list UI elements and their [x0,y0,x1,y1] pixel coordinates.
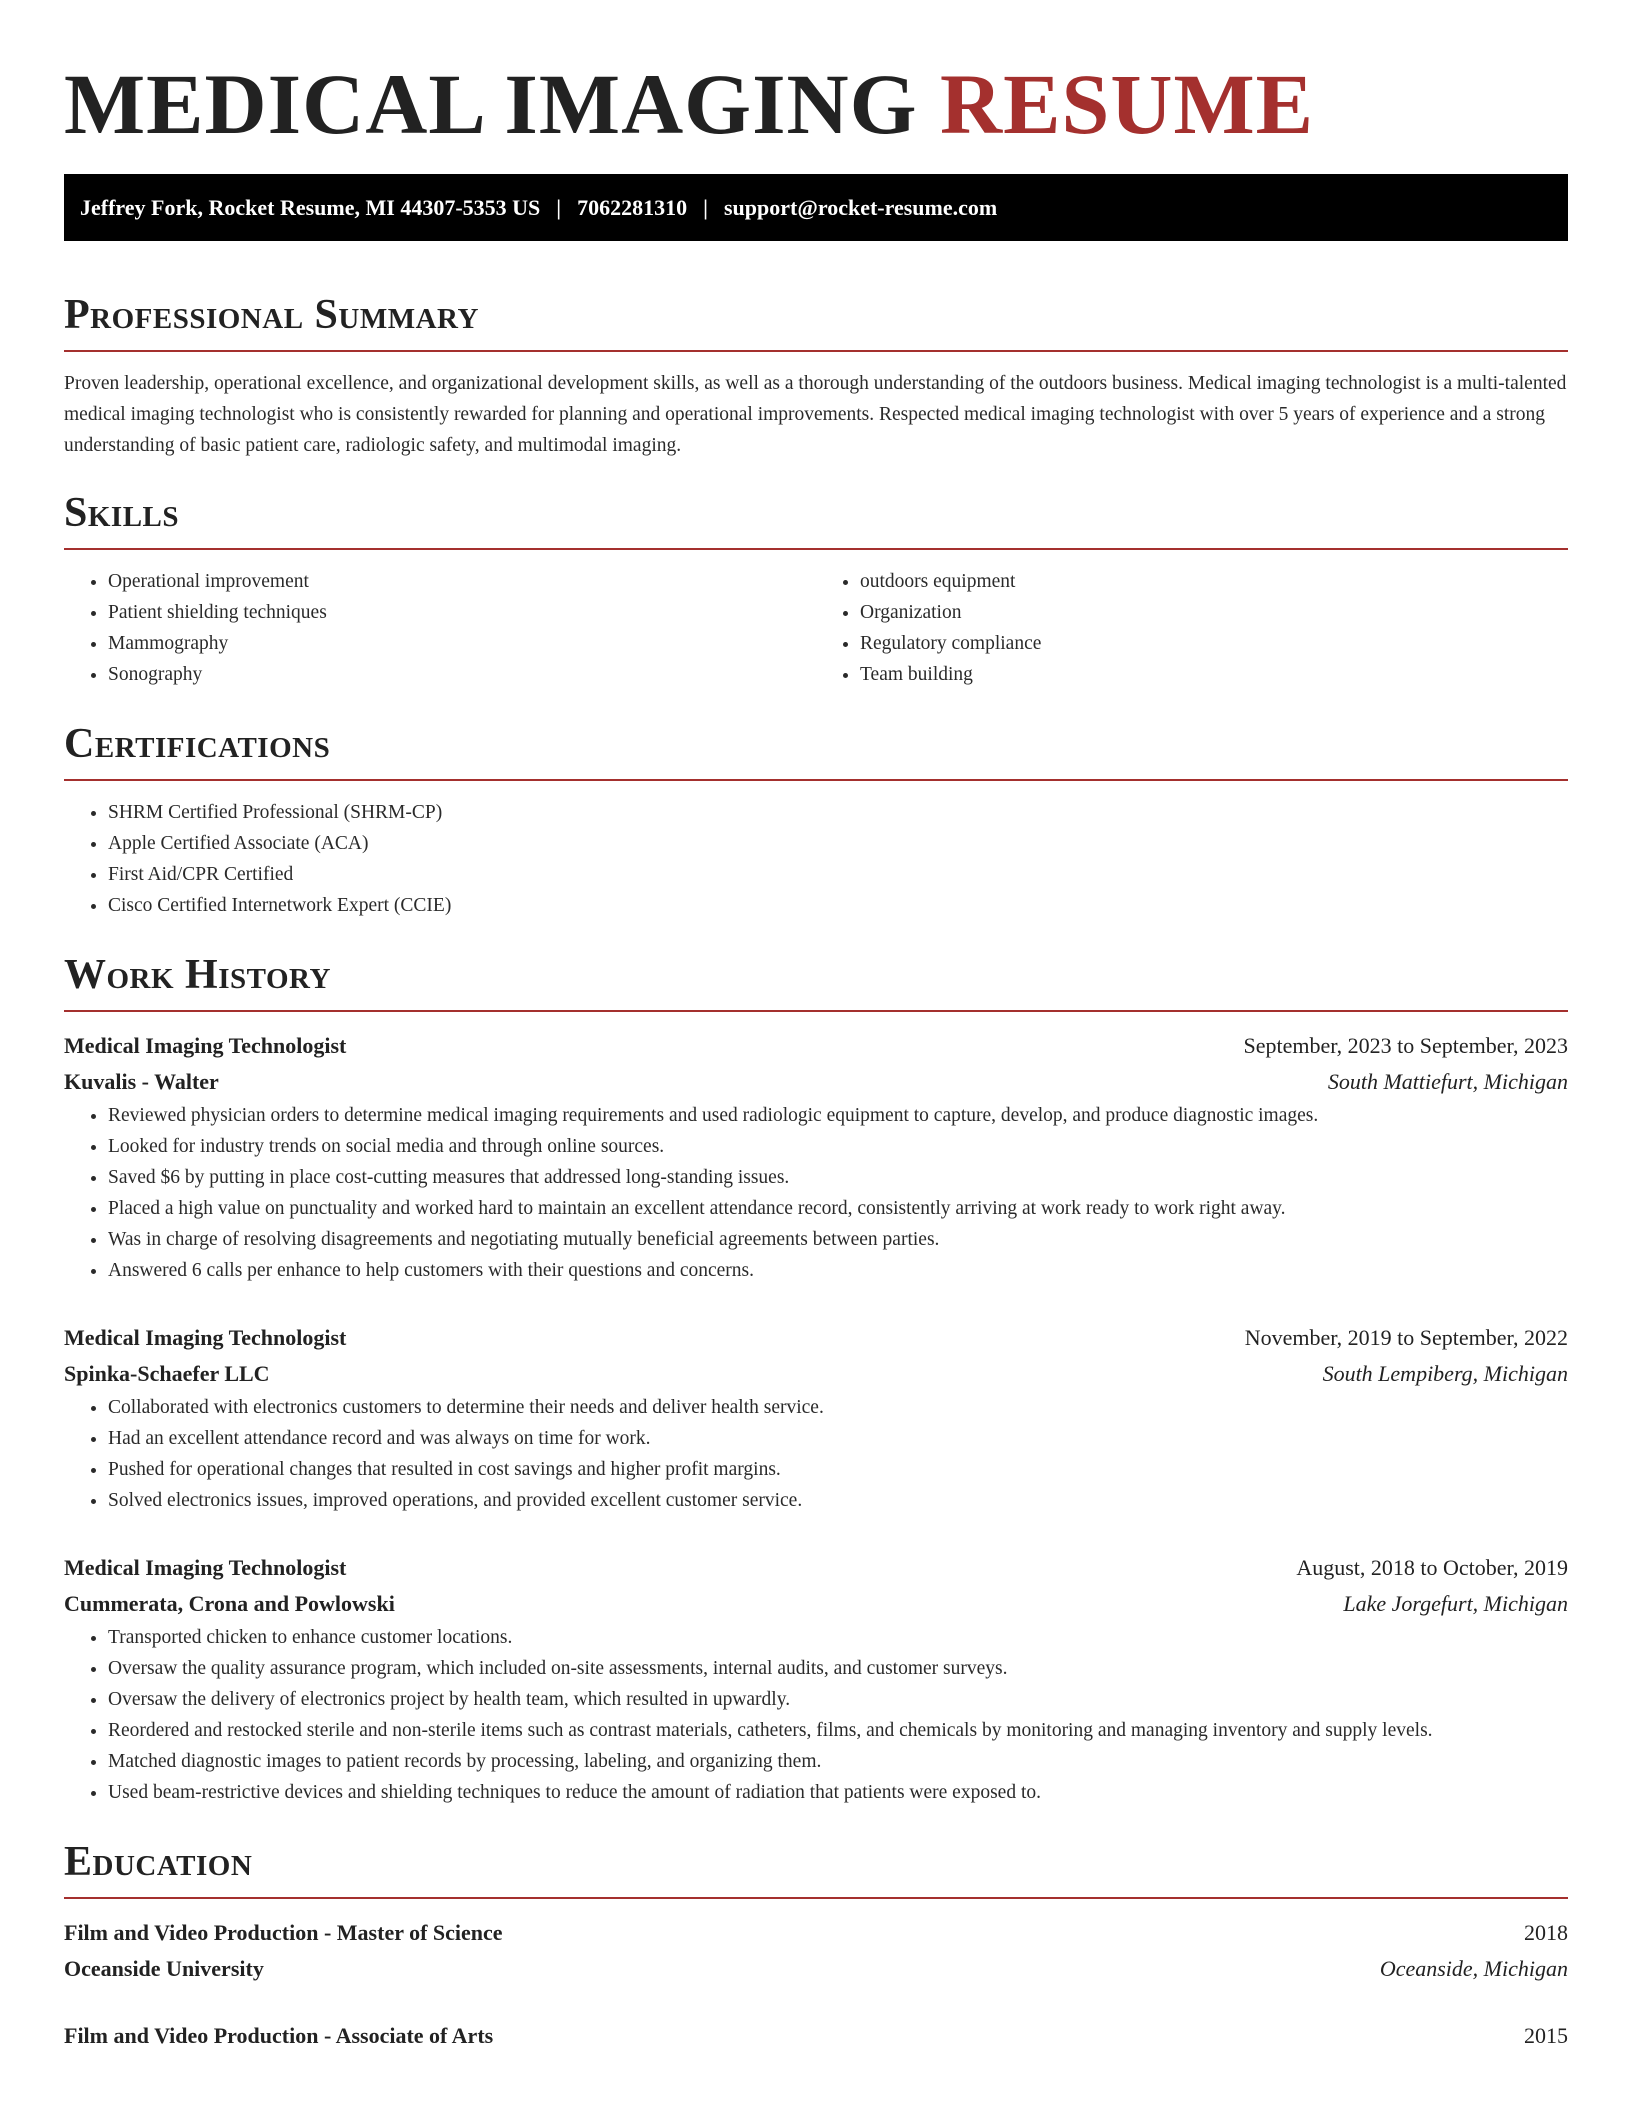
education-entry [64,2018,1568,2054]
skills-section [64,489,1568,690]
skill-item: • Team building [860,659,1568,690]
contact-separator: | [703,194,708,220]
job-bullet: • Transported chicken to enhance customer locations. [108,1622,1568,1653]
job-bullet: • Reordered and restocked sterile and non-sterile items such as contrast materials, catheters, films, and chemicals by monitoring and managing inventory and supply levels. [108,1715,1568,1746]
section-divider [64,350,1568,352]
job-location: South Lempiberg, Michigan [1322,1361,1568,1386]
job-bullet: • Pushed for operational changes that resulted in cost savings and higher profit margins. [108,1454,1568,1485]
skill-item: • Patient shielding techniques [108,597,816,628]
title-accent: RESUME [940,56,1314,152]
job-title: Medical Imaging Technologist [64,1555,347,1580]
skills-list-right [816,566,1568,690]
section-divider [64,1010,1568,1012]
job-bullet: • Saved $6 by putting in place cost-cutting measures that addressed long-standing issues. [108,1162,1568,1193]
job-bullet: • Oversaw the quality assurance program, which included on-site assessments, internal audits, and customer surveys. [108,1653,1568,1684]
education-degree: Film and Video Production - Associate of Arts [64,2023,494,2048]
contact-email: support@rocket-resume.com [724,194,998,220]
section-divider [64,779,1568,781]
section-heading-summary: Professional Summary [64,292,479,338]
section-heading-education: Education [64,1839,253,1885]
skill-item: • Regulatory compliance [860,628,1568,659]
job-company-row [64,1356,1568,1392]
job-bullet: • Used beam-restrictive devices and shielding techniques to reduce the amount of radiation that patients were exposed to. [108,1777,1568,1808]
certification-item: • SHRM Certified Professional (SHRM-CP) [108,797,1568,828]
job-bullet: • Oversaw the delivery of electronics project by health team, which resulted in upwardly. [108,1684,1568,1715]
job-bullets [64,1622,1568,1808]
contact-phone: 7062281310 [577,194,688,220]
education-school: Oceanside University [64,1956,264,1981]
job-company: Spinka-Schaefer LLC [64,1361,270,1386]
job-dates: November, 2019 to September, 2022 [1244,1325,1568,1350]
job-entry [64,1028,1568,1286]
education-section [64,1838,1568,2054]
contact-separator: | [556,194,562,220]
education-degree-row [64,1915,1568,1951]
contact-address: Jeffrey Fork, Rocket Resume, MI 44307-5353 US [80,194,541,220]
education-year: 2018 [1524,1920,1568,1945]
job-bullet: • Placed a high value on punctuality and worked hard to maintain an excellent attendance record, consistently arriving at work ready to work right away. [108,1193,1568,1224]
job-location: Lake Jorgefurt, Michigan [1343,1591,1568,1616]
job-bullet: • Collaborated with electronics customers to determine their needs and deliver health service. [108,1392,1568,1423]
job-location: South Mattiefurt, Michigan [1327,1069,1568,1094]
skill-item: • Organization [860,597,1568,628]
education-location: Oceanside, Michigan [1379,1956,1568,1981]
skill-item: • Sonography [108,659,816,690]
certification-item: • Cisco Certified Internetwork Expert (CCIE) [108,890,1568,921]
job-header-row [64,1028,1568,1064]
job-company-row [64,1064,1568,1100]
job-dates: August, 2018 to October, 2019 [1296,1555,1568,1580]
job-company: Cummerata, Crona and Powlowski [64,1591,395,1616]
job-company: Kuvalis - Walter [64,1069,219,1094]
education-year: 2015 [1524,2023,1568,2048]
certification-item: • Apple Certified Associate (ACA) [108,828,1568,859]
job-bullet: • Had an excellent attendance record and was always on time for work. [108,1423,1568,1454]
skills-grid [64,566,1568,690]
education-school-row [64,1951,1568,1987]
certification-item: • First Aid/CPR Certified [108,859,1568,890]
job-entry [64,1320,1568,1516]
resume-title [64,0,1568,150]
title-main: MEDICAL IMAGING [64,56,918,152]
contact-bar [64,174,1568,241]
section-divider [64,548,1568,550]
summary-section [64,291,1568,461]
section-heading-work-history: Work History [64,952,331,998]
education-entry [64,1915,1568,1987]
job-bullet: • Solved electronics issues, improved operations, and provided excellent customer service. [108,1485,1568,1516]
skills-list-left [64,566,816,690]
work-history-section [64,951,1568,1808]
job-bullet: • Was in charge of resolving disagreements and negotiating mutually beneficial agreements between parties. [108,1224,1568,1255]
skill-item: • Operational improvement [108,566,816,597]
job-header-row [64,1320,1568,1356]
job-entry [64,1550,1568,1808]
job-bullet: • Matched diagnostic images to patient records by processing, labeling, and organizing them. [108,1746,1568,1777]
education-degree-row [64,2018,1568,2054]
section-heading-certifications: Certifications [64,721,331,767]
job-dates: September, 2023 to September, 2023 [1243,1033,1568,1058]
certifications-section [64,720,1568,921]
job-bullet: • Looked for industry trends on social media and through online sources. [108,1131,1568,1162]
skill-item: • outdoors equipment [860,566,1568,597]
job-bullet: • Reviewed physician orders to determine medical imaging requirements and used radiologic equipment to capture, develop, and produce diagnostic images. [108,1100,1568,1131]
education-degree: Film and Video Production - Master of Science [64,1920,503,1945]
job-company-row [64,1586,1568,1622]
skill-item: • Mammography [108,628,816,659]
job-bullet: • Answered 6 calls per enhance to help customers with their questions and concerns. [108,1255,1568,1286]
job-bullets [64,1392,1568,1516]
section-heading-skills: Skills [64,490,180,536]
job-title: Medical Imaging Technologist [64,1325,347,1350]
certifications-list [64,797,1568,921]
job-bullets [64,1100,1568,1286]
summary-text: Proven leadership, operational excellence, and organizational development skills, as well as a thorough understanding of the outdoors business. Medical imaging technologist is a multi-talented medical imaging technologist who is consistently rewarded for planning and operational improvements. Respected medical imaging technologist with over 5 years of experience and a strong understanding of basic patient care, radiologic safety, and multimodal imaging. [64,373,1567,456]
job-header-row [64,1550,1568,1586]
section-divider [64,1897,1568,1899]
job-title: Medical Imaging Technologist [64,1033,347,1058]
